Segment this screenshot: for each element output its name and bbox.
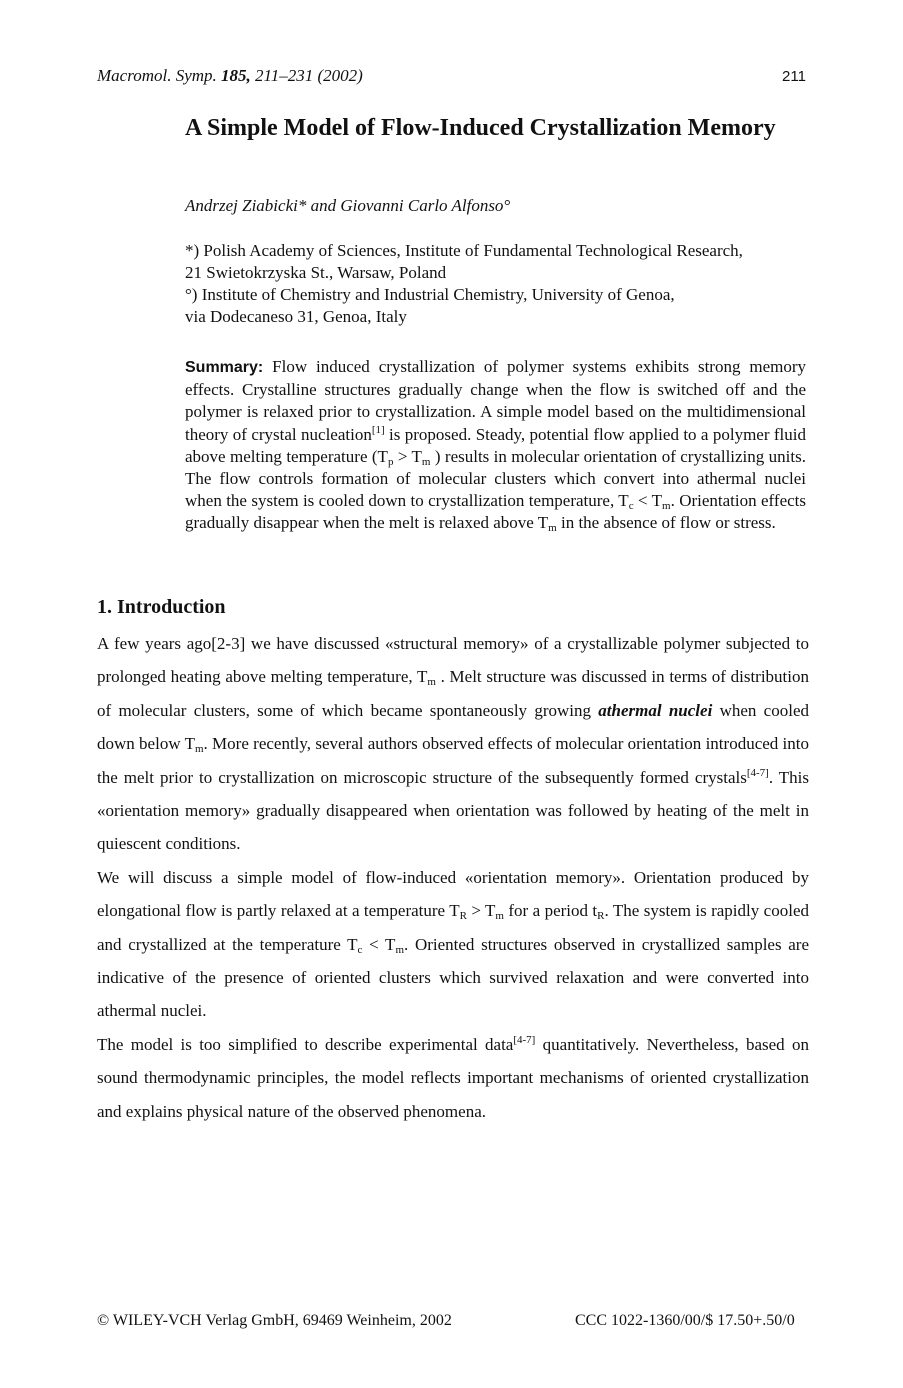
authors: Andrzej Ziabicki* and Giovanni Carlo Alfonso° — [185, 196, 511, 215]
affiliation-line: 21 Swietokrzyska St., Warsaw, Poland — [185, 263, 447, 282]
paper-title: A Simple Model of Flow-Induced Crystallization Memory — [185, 115, 776, 141]
ccc-code: CCC 1022-1360/00/$ 17.50+.50/0 — [575, 1312, 795, 1329]
affiliations — [185, 240, 825, 328]
summary: Summary: Flow induced crystallization of polymer systems exhibits strong memory effects. Crystalline structures gradually change when the flow is switched off and the polymer is relaxed prior to crystallization. A simple model based on the multidimensional theory of crystal nucleation[1] is proposed. Steady, potential flow applied to a polymer fluid above melting temperature ($T_p > T_m$ ) results in molecular orientation of crystallizing units. The flow controls formation of molecular clusters which convert into athermal nuclei when the system is cooled down to crystallization temperature, $T_c < T_m$. Orientation effects gradually disappear when the melt is relaxed above $T_m$ in the absence of flow or stress. — [185, 357, 806, 535]
paragraph: A few years ago[2-3] we have discussed «structural memory» of a crystallizable polymer subjected to prolonged heating above melting temperature, $T_m$ . Melt structure was discussed in terms of distribution of molecular clusters, some of which became spontaneously growing athermal nuclei when cooled down below $T_m$. More recently, several authors observed effects of molecular orientation introduced into the melt prior to crystallization on microscopic structure of the subsequently formed crystals[4-7]. This «orientation memory» gradually disappeared when orientation was followed by heating of the melt in quiescent conditions. — [97, 634, 810, 854]
running-head — [97, 66, 363, 86]
journal-volume: 185, — [221, 66, 251, 85]
affiliation-line: via Dodecaneso 31, Genoa, Italy — [185, 307, 407, 326]
emphasis: athermal nuclei — [598, 700, 713, 720]
section-heading: 1. Introduction — [97, 596, 226, 618]
page-number: 211 — [782, 68, 806, 85]
introduction-body — [97, 627, 809, 1128]
affiliation-line: °) Institute of Chemistry and Industrial Chemistry, University of Genoa, — [185, 285, 675, 304]
citation: [4-7] — [513, 1033, 536, 1046]
journal-pages-year: 211–231 (2002) — [255, 66, 363, 85]
paragraph: The model is too simplified to describe experimental data[4-7] quantitatively. Nevertheless, based on sound thermodynamic principles, the model reflects important mechanisms of oriented crystallization and explains physical nature of the observed phenomena. — [97, 1033, 809, 1121]
citation: [1] — [371, 423, 385, 436]
affiliation-line: *) Polish Academy of Sciences, Institute of Fundamental Technological Research, — [185, 241, 743, 260]
copyright-notice: © WILEY-VCH Verlag GmbH, 69469 Weinheim, 2002 — [97, 1312, 452, 1329]
summary-label: Summary: — [185, 359, 264, 376]
citation: [4-7] — [746, 766, 769, 779]
paragraph: We will discuss a simple model of flow-induced «orientation memory». Orientation produced by elongational flow is partly relaxed at a temperature $T_R > T_m$ for a period $t_R$. The system is rapidly cooled and crystallized at the temperature $T_c < T_m$. Oriented structures observed in crystallized samples are indicative of the presence of oriented clusters which survived relaxation and were converted into athermal nuclei. — [97, 867, 809, 1021]
journal-name: Macromol. Symp. — [97, 66, 217, 85]
